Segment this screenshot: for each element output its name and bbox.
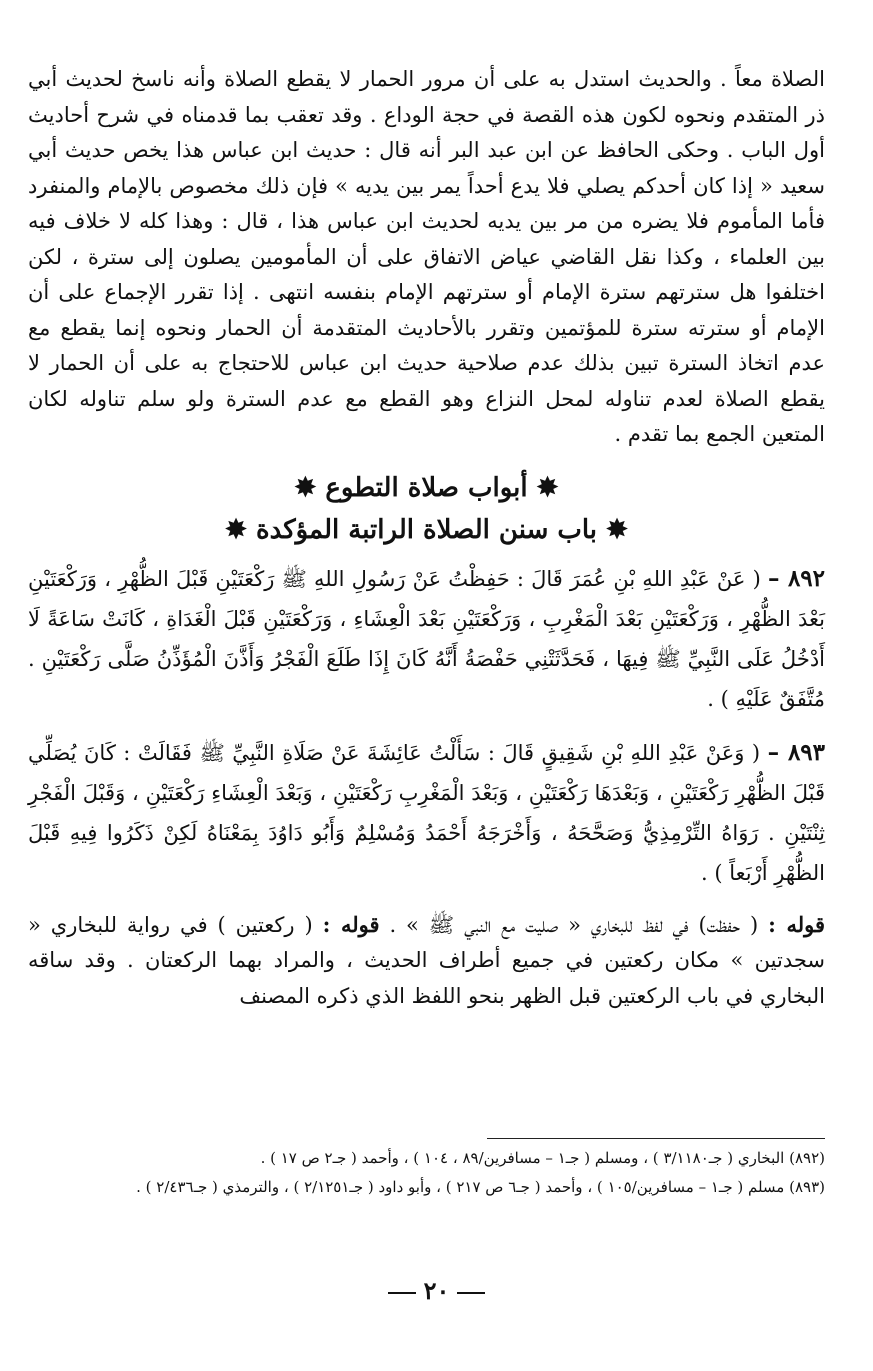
commentary-text: ( حفظت) في لفظ للبخاري « صليت مع النبي ﷺ » . xyxy=(389,912,759,937)
body-paragraph: الصلاة معاً . والحديث استدل به على أن مرور الحمار لا يقطع الصلاة وأنه ناسخ لحديث أبي ذر المتقدم ونحوه لكون هذه القصة في حجة الوداع . وقد تعقب بما قدمناه في شرح أحاديث أول الباب . وحكى الحافظ عن ابن عبد البر أنه قال : حديث ابن عباس هذا يخص حديث أبي سعيد « إذا كان أحدكم يصلي فلا يدع أحداً يمر بين يديه » فإن ذلك مخصوص بالإمام والمنفرد فأما المأموم فلا يضره من مر بين يديه لحديث ابن عباس هذا ، قال : وهذا كله لا خلاف فيه بين العلماء ، وكذا نقل القاضي عياض الاتفاق على أن المأمومين يصلون إلى سترة ، لكن اختلفوا هل سترتهم سترة الإمام أو سترتهم الإمام بنفسه انتهى . إذا تقرر الإجماع على أن الإمام أو سترته سترة للمؤتمين وتقرر بالأحاديث المتقدمة أن الحمار ونحوه إنما يقطع مع عدم اتخاذ السترة تبين بذلك عدم صلاحية حديث ابن عباس للاحتجاج به على أن الحمار لا يقطع الصلاة لعدم تناوله لمحل النزاع وهو القطع مع عدم السترة ولو سلم تناوله لكان المتعين الجمع بما تقدم . xyxy=(28,67,825,446)
hadith-text: ( وَعَنْ عَبْدِ اللهِ بْنِ شَقِيقٍ قَالَ : سَأَلْتُ عَائِشَةَ عَنْ صَلَاةِ النَّبِيِّ ﷺ فَقَالَتْ : كَانَ يُصَلِّي قَبْلَ الظُّهْرِ رَكْعَتَيْنِ ، وَبَعْدَهَا رَكْعَتَيْنِ ، وَبَعْدَ الْمَغْرِبِ رَكْعَتَيْنِ ، وَبَعْدَ الْعِشَاءِ رَكْعَتَيْنِ ، وَقَبْلَ الْفَجْرِ ثِنْتَيْنِ . رَوَاهُ التِّرْمِذِيُّ وَصَحَّحَهُ ، وَأَخْرَجَهُ أَحْمَدُ وَمُسْلِمٌ وَأَبُو دَاوُدَ بِمَعْنَاهُ لَكِنْ ذَكَرُوا فِيهِ قَبْلَ الظُّهْرِ أَرْبَعاً ) . xyxy=(28,740,825,885)
hadith-number: ٨٩٢ – xyxy=(767,564,825,592)
commentary-lead: قوله : xyxy=(768,911,826,937)
page-content xyxy=(28,62,825,1014)
footnote: (٨٩٢) البخاري ( جـ٣/١١٨٠ ) ، ومسلم ( جـ١ – مسافرين/٨٩ ، ١٠٤ ) ، وأحمد ( جـ٢ ص ١٧ ) . xyxy=(260,1149,825,1167)
chapter-heading xyxy=(28,515,825,545)
page-number xyxy=(0,1276,873,1305)
commentary-text: ( ركعتين ) في رواية للبخاري « سجدتين » مكان ركعتين في جميع أطراف الحديث ، والمراد بهما الركعتان . وقد ساقه البخاري في باب الركعتين قبل الظهر بنحو اللفظ الذي ذكره المصنف xyxy=(28,912,825,1008)
star-ornament-icon: ✸ xyxy=(536,472,559,503)
page-number-dash xyxy=(388,1292,416,1294)
footnote: (٨٩٣) مسلم ( جـ١ – مسافرين/١٠٥ ) ، وأحمد ( جـ٦ ص ٢١٧ ) ، وأبو داود ( جـ٢/١٢٥١ ) ، والترمذي ( جـ٢/٤٣٦ ) . xyxy=(136,1178,825,1196)
hadith-892 xyxy=(28,559,825,719)
star-ornament-icon: ✸ xyxy=(606,514,628,545)
commentary-paragraph xyxy=(28,907,825,1015)
hadith-text: ( عَنْ عَبْدِ اللهِ بْنِ عُمَرَ قَالَ : حَفِظْتُ عَنْ رَسُولِ اللهِ ﷺ رَكْعَتَيْنِ قَبْلَ الظُّهْرِ ، وَرَكْعَتَيْنِ بَعْدَ الظُّهْرِ ، وَرَكْعَتَيْنِ بَعْدَ الْمَغْرِبِ ، وَرَكْعَتَيْنِ بَعْدَ الْعِشَاءِ ، وَرَكْعَتَيْنِ قَبْلَ الْغَدَاةِ ، كَانَتْ سَاعَةً لَا أَدْخُلُ عَلَى النَّبِيِّ ﷺ فِيهَا ، فَحَدَّثَتْنِي حَفْصَةُ أَنَّهُ كَانَ إِذَا طَلَعَ الْفَجْرُ وَأَذَّنَ الْمُؤَذِّنُ صَلَّى رَكْعَتَيْنِ . مُتَّفَقٌ عَلَيْهِ ) . xyxy=(28,566,825,711)
commentary-lead: قوله : xyxy=(322,911,380,937)
footnote-divider xyxy=(487,1138,825,1139)
footnotes xyxy=(40,1144,825,1202)
page-number-value: ٢٠ xyxy=(423,1276,450,1305)
page-number-dash xyxy=(457,1292,485,1294)
hadith-893 xyxy=(28,733,825,893)
section-heading xyxy=(28,473,825,503)
star-ornament-icon: ✸ xyxy=(225,514,247,545)
star-ornament-icon: ✸ xyxy=(294,472,317,503)
hadith-number: ٨٩٣ – xyxy=(767,738,825,766)
chapter-heading-text: باب سنن الصلاة الراتبة المؤكدة xyxy=(255,514,598,545)
section-heading-text: أبواب صلاة التطوع xyxy=(325,472,528,503)
